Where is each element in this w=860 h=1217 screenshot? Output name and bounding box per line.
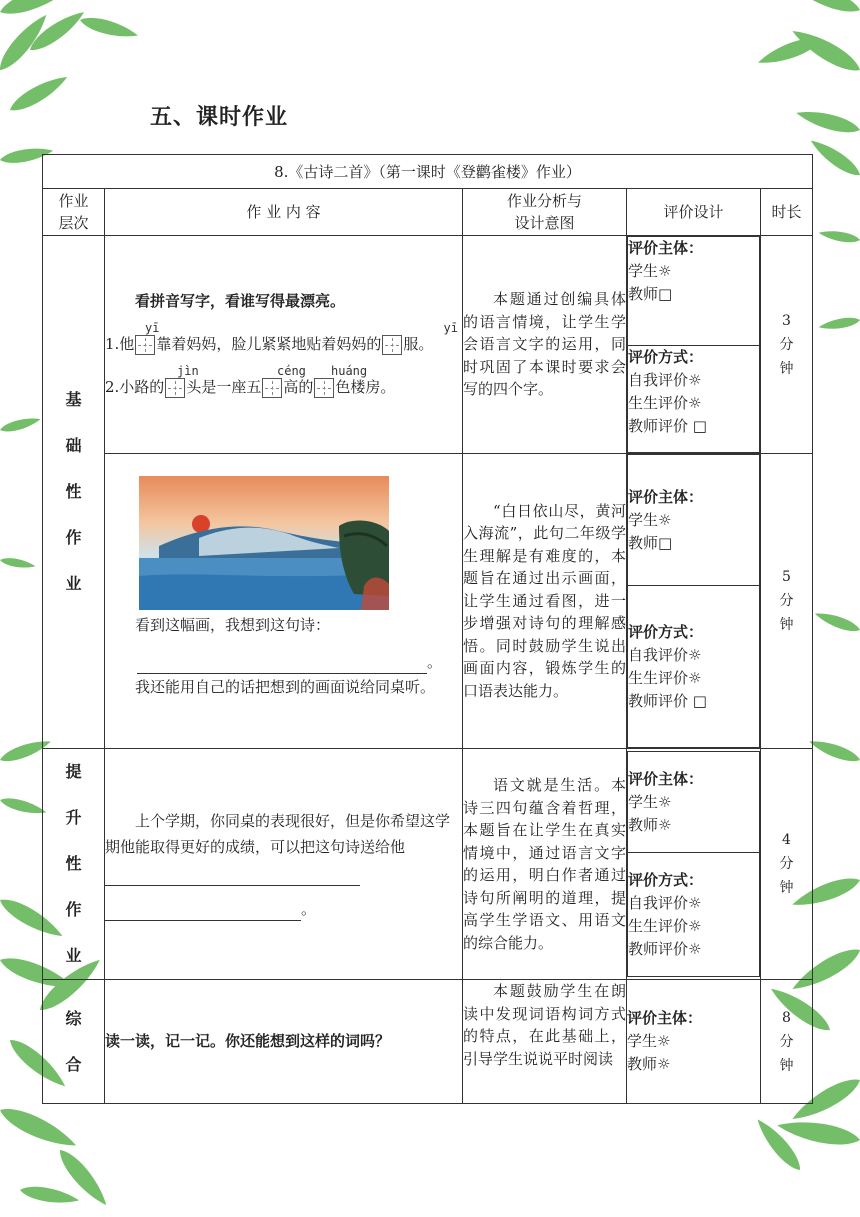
- eval-method: 评价方式： 自我评价☼ 生生评价☼ 教师评价 □: [628, 586, 760, 748]
- time-r3: 4 分 钟: [761, 749, 813, 980]
- gift-poem-blank-1[interactable]: [105, 865, 360, 886]
- time-r4: 8 分 钟: [761, 980, 813, 1104]
- level-basic: 基 础 性 作 业: [43, 236, 105, 749]
- section-heading: 五、课时作业: [150, 105, 289, 130]
- task-pinyin-writing: [105, 236, 463, 454]
- task-picture-poem: [105, 454, 463, 749]
- eval-subject: 评价主体： 学生☼ 教师□: [628, 455, 760, 586]
- retell-instruction: 我还能用自己的话把想到的画面说给同桌听。: [135, 678, 436, 696]
- writing-box[interactable]: [382, 335, 402, 355]
- homework-table: [42, 154, 813, 1104]
- header-eval: 评价设计: [627, 189, 761, 236]
- level-comprehensive: 综 合: [43, 980, 105, 1104]
- eval-r4: 评价主体： 学生☼ 教师☼: [627, 980, 761, 1104]
- eval-r1: [627, 236, 761, 454]
- header-time: 时长: [761, 189, 813, 236]
- level-advanced: 提 升 性 作 业: [43, 749, 105, 980]
- question-1: yī yī 1.他 靠着妈妈，脸儿紧紧地贴着妈妈的 服。: [105, 321, 458, 353]
- header-content: 作 业 内 容: [105, 189, 463, 236]
- landscape-painting: [139, 476, 389, 610]
- writing-box[interactable]: [135, 335, 155, 355]
- header-level: 作业 层次: [43, 189, 105, 236]
- analysis-r4: 本题鼓励学生在朗读中发现词语构词方式的特点，在此基础上，引导学生说说平时阅读: [463, 980, 627, 1104]
- task-gift-poem: 上个学期，你同桌的表现很好，但是你希望这学期他能取得更好的成绩，可以把这句诗送给他 。: [105, 749, 463, 980]
- analysis-r1: 本题通过创编具体的语言情境，让学生学会语言文字的运用，同时巩固了本课时要求会写的四个字。: [463, 236, 627, 454]
- eval-r3: [627, 749, 761, 980]
- writing-box[interactable]: [165, 378, 185, 398]
- picture-caption: 看到这幅画，我想到这句诗：: [135, 616, 331, 634]
- poem-answer-line: 。: [137, 651, 462, 674]
- eval-method: 评价方式： 自我评价☼ 生生评价☼ 教师评价☼: [628, 853, 760, 977]
- question-2: jìn céng huáng 2.小路的 头是一座五 高的 色楼房。: [105, 364, 396, 396]
- header-analysis: 作业分析与 设计意图: [463, 189, 627, 236]
- time-r1: 3 分 钟: [761, 236, 813, 454]
- analysis-r2: “白日依山尽，黄河入海流”，此句二年级学生理解是有难度的，本题旨在通过出示画面，让学生通过看图，进一步增强对诗句的理解感悟。同时鼓励学生说出画面内容，锻炼学生的口语表达能力。: [463, 454, 627, 749]
- eval-subject: 评价主体： 学生☼ 教师□: [628, 237, 760, 346]
- writing-box[interactable]: [262, 378, 282, 398]
- eval-subject: 评价主体： 学生☼ 教师☼: [628, 752, 760, 853]
- table-title: 8.《古诗二首》（第一课时《登鹳雀楼》作业）: [43, 155, 813, 189]
- time-r2: 5 分 钟: [761, 454, 813, 749]
- eval-method: 评价方式： 自我评价☼ 生生评价☼ 教师评价 □: [628, 346, 760, 453]
- instruction: 看拼音写字，看谁写得最漂亮。: [135, 292, 346, 310]
- poem-answer-blank[interactable]: [137, 655, 427, 674]
- analysis-r3: 语文就是生活。本诗三四句蕴含着哲理，本题旨在让学生在真实情境中，通过语言文字的运用，明白作者通过诗句所阐明的道理，提高学生学语文、用语文的综合能力。: [463, 749, 627, 980]
- eval-r2: [627, 454, 761, 749]
- gift-poem-blank-2[interactable]: [105, 900, 301, 921]
- writing-box[interactable]: [314, 378, 334, 398]
- task-word-reading: 读一读，记一记。你还能想到这样的词吗？: [105, 980, 463, 1104]
